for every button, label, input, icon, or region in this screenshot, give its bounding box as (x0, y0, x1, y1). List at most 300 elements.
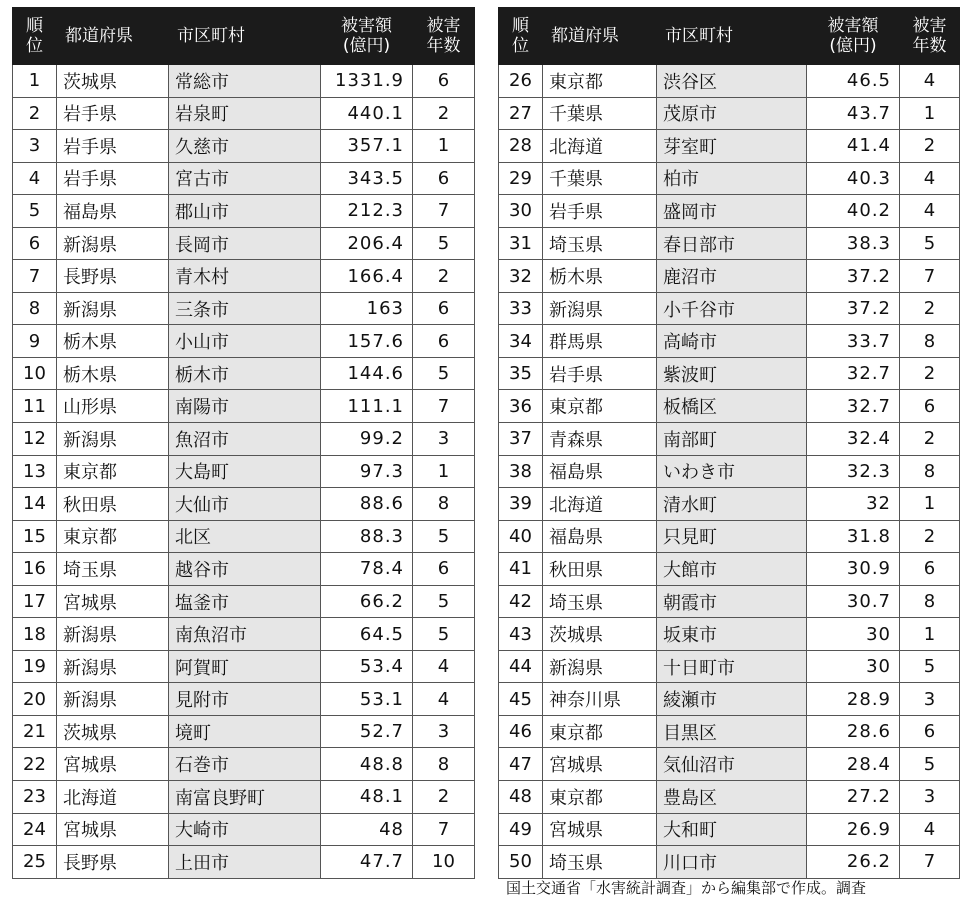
years-cell: 1 (900, 488, 960, 521)
table-row (499, 488, 960, 521)
rank-cell: 30 (499, 195, 543, 228)
rank-cell: 3 (13, 130, 57, 163)
rank-cell: 8 (13, 292, 57, 325)
damage-cell: 32 (807, 488, 900, 521)
table-row (13, 357, 475, 390)
rank-cell: 11 (13, 390, 57, 423)
damage-cell: 52.7 (321, 715, 413, 748)
rank-cell: 28 (499, 130, 543, 163)
city-cell: 大島町 (169, 455, 321, 488)
rank-cell: 31 (499, 227, 543, 260)
table-row (499, 260, 960, 293)
rank-cell: 16 (13, 553, 57, 586)
damage-cell: 41.4 (807, 130, 900, 163)
years-cell: 6 (900, 553, 960, 586)
table-row (13, 162, 475, 195)
rank-cell: 48 (499, 781, 543, 814)
damage-cell: 33.7 (807, 325, 900, 358)
years-cell: 7 (413, 813, 475, 846)
table-row (13, 65, 475, 98)
prefecture-cell: 長野県 (57, 260, 169, 293)
table-row (499, 357, 960, 390)
header-damage: 被害額 (億円) (807, 8, 900, 65)
table-row (499, 130, 960, 163)
years-cell: 2 (413, 781, 475, 814)
damage-cell: 163 (321, 292, 413, 325)
rank-cell: 35 (499, 357, 543, 390)
prefecture-cell: 新潟県 (57, 423, 169, 456)
years-cell: 1 (900, 97, 960, 130)
rank-cell: 6 (13, 227, 57, 260)
prefecture-cell: 福島県 (57, 195, 169, 228)
table-body-right (499, 65, 960, 879)
years-cell: 1 (413, 455, 475, 488)
years-cell: 7 (900, 260, 960, 293)
damage-cell: 26.9 (807, 813, 900, 846)
city-cell: 朝霞市 (657, 585, 807, 618)
city-cell: 南部町 (657, 423, 807, 456)
table-body-left (13, 65, 475, 879)
years-cell: 2 (900, 357, 960, 390)
rank-cell: 7 (13, 260, 57, 293)
prefecture-cell: 岩手県 (57, 162, 169, 195)
rank-cell: 18 (13, 618, 57, 651)
prefecture-cell: 埼玉県 (543, 846, 657, 879)
rank-cell: 14 (13, 488, 57, 521)
prefecture-cell: 宮城県 (57, 748, 169, 781)
table-row (13, 292, 475, 325)
prefecture-cell: 千葉県 (543, 97, 657, 130)
damage-cell: 48.8 (321, 748, 413, 781)
years-cell: 6 (413, 325, 475, 358)
damage-cell: 26.2 (807, 846, 900, 879)
city-cell: 大館市 (657, 553, 807, 586)
rank-cell: 13 (13, 455, 57, 488)
header-prefecture: 都道府県 (543, 8, 657, 65)
table-row (13, 813, 475, 846)
years-cell: 4 (900, 195, 960, 228)
damage-cell: 37.2 (807, 260, 900, 293)
table-row (499, 195, 960, 228)
years-cell: 5 (900, 748, 960, 781)
years-cell: 6 (413, 292, 475, 325)
rank-cell: 37 (499, 423, 543, 456)
table-row (499, 520, 960, 553)
city-cell: 綾瀬市 (657, 683, 807, 716)
damage-cell: 111.1 (321, 390, 413, 423)
header-city: 市区町村 (169, 8, 321, 65)
city-cell: 塩釜市 (169, 585, 321, 618)
table-row (13, 97, 475, 130)
years-cell: 6 (413, 65, 475, 98)
city-cell: 大和町 (657, 813, 807, 846)
prefecture-cell: 東京都 (543, 65, 657, 98)
city-cell: 芽室町 (657, 130, 807, 163)
city-cell: 郡山市 (169, 195, 321, 228)
rank-cell: 25 (13, 846, 57, 879)
years-cell: 1 (413, 130, 475, 163)
city-cell: 板橋区 (657, 390, 807, 423)
header-damage: 被害額 (億円) (321, 8, 413, 65)
city-cell: 鹿沼市 (657, 260, 807, 293)
rank-cell: 2 (13, 97, 57, 130)
table-header-row (499, 8, 960, 65)
city-cell: 北区 (169, 520, 321, 553)
years-cell: 8 (900, 325, 960, 358)
table-row (13, 325, 475, 358)
city-cell: 南陽市 (169, 390, 321, 423)
source-note: 国土交通省「水害統計調査」から編集部で作成。調査 (506, 879, 867, 897)
damage-cell: 144.6 (321, 357, 413, 390)
city-cell: 宮古市 (169, 162, 321, 195)
damage-cell: 88.3 (321, 520, 413, 553)
city-cell: 青木村 (169, 260, 321, 293)
damage-cell: 47.7 (321, 846, 413, 879)
city-cell: 越谷市 (169, 553, 321, 586)
rank-cell: 26 (499, 65, 543, 98)
prefecture-cell: 新潟県 (57, 618, 169, 651)
years-cell: 5 (900, 650, 960, 683)
damage-cell: 206.4 (321, 227, 413, 260)
rank-cell: 5 (13, 195, 57, 228)
city-cell: 大崎市 (169, 813, 321, 846)
city-cell: 盛岡市 (657, 195, 807, 228)
city-cell: 南富良野町 (169, 781, 321, 814)
city-cell: 只見町 (657, 520, 807, 553)
years-cell: 2 (413, 260, 475, 293)
rank-cell: 40 (499, 520, 543, 553)
rank-cell: 19 (13, 650, 57, 683)
table-row (499, 748, 960, 781)
prefecture-cell: 埼玉県 (57, 553, 169, 586)
rank-cell: 50 (499, 846, 543, 879)
table-row (499, 813, 960, 846)
prefecture-cell: 茨城県 (543, 618, 657, 651)
damage-cell: 32.4 (807, 423, 900, 456)
rank-cell: 12 (13, 423, 57, 456)
rank-cell: 15 (13, 520, 57, 553)
table-row (13, 227, 475, 260)
rank-cell: 24 (13, 813, 57, 846)
prefecture-cell: 千葉県 (543, 162, 657, 195)
city-cell: 坂東市 (657, 618, 807, 651)
table-row (13, 423, 475, 456)
table-row (499, 390, 960, 423)
table-row (13, 390, 475, 423)
table-row (13, 260, 475, 293)
years-cell: 5 (413, 618, 475, 651)
damage-cell: 40.2 (807, 195, 900, 228)
table-row (499, 162, 960, 195)
years-cell: 4 (900, 162, 960, 195)
rank-cell: 42 (499, 585, 543, 618)
city-cell: 高崎市 (657, 325, 807, 358)
damage-cell: 357.1 (321, 130, 413, 163)
city-cell: 清水町 (657, 488, 807, 521)
rank-cell: 21 (13, 715, 57, 748)
table-row (499, 715, 960, 748)
rank-cell: 9 (13, 325, 57, 358)
rank-cell: 23 (13, 781, 57, 814)
damage-cell: 28.6 (807, 715, 900, 748)
rank-cell: 39 (499, 488, 543, 521)
damage-cell: 28.9 (807, 683, 900, 716)
damage-cell: 46.5 (807, 65, 900, 98)
table-row (499, 846, 960, 879)
city-cell: 境町 (169, 715, 321, 748)
prefecture-cell: 宮城県 (57, 813, 169, 846)
table-header-row (13, 8, 475, 65)
rank-cell: 46 (499, 715, 543, 748)
city-cell: 石巻市 (169, 748, 321, 781)
prefecture-cell: 秋田県 (57, 488, 169, 521)
damage-cell: 343.5 (321, 162, 413, 195)
years-cell: 3 (413, 715, 475, 748)
years-cell: 6 (413, 553, 475, 586)
rank-cell: 20 (13, 683, 57, 716)
ranking-table-left (12, 7, 475, 879)
years-cell: 1 (900, 618, 960, 651)
damage-cell: 30 (807, 650, 900, 683)
years-cell: 5 (413, 227, 475, 260)
years-cell: 3 (900, 683, 960, 716)
damage-cell: 66.2 (321, 585, 413, 618)
years-cell: 2 (900, 292, 960, 325)
damage-cell: 38.3 (807, 227, 900, 260)
years-cell: 8 (413, 748, 475, 781)
city-cell: 阿賀町 (169, 650, 321, 683)
prefecture-cell: 岩手県 (543, 357, 657, 390)
prefecture-cell: 新潟県 (57, 650, 169, 683)
prefecture-cell: 福島県 (543, 520, 657, 553)
header-rank: 順 位 (499, 8, 543, 65)
rank-cell: 27 (499, 97, 543, 130)
damage-cell: 99.2 (321, 423, 413, 456)
damage-cell: 30 (807, 618, 900, 651)
rank-cell: 38 (499, 455, 543, 488)
table-row (13, 618, 475, 651)
prefecture-cell: 岩手県 (57, 97, 169, 130)
damage-cell: 64.5 (321, 618, 413, 651)
table-row (13, 781, 475, 814)
damage-cell: 157.6 (321, 325, 413, 358)
prefecture-cell: 青森県 (543, 423, 657, 456)
damage-cell: 30.7 (807, 585, 900, 618)
city-cell: 柏市 (657, 162, 807, 195)
years-cell: 6 (900, 715, 960, 748)
table-row (499, 227, 960, 260)
table-row (499, 423, 960, 456)
prefecture-cell: 岩手県 (543, 195, 657, 228)
rank-cell: 49 (499, 813, 543, 846)
prefecture-cell: 栃木県 (57, 357, 169, 390)
city-cell: 豊島区 (657, 781, 807, 814)
prefecture-cell: 岩手県 (57, 130, 169, 163)
years-cell: 5 (413, 357, 475, 390)
years-cell: 6 (900, 390, 960, 423)
rank-cell: 33 (499, 292, 543, 325)
table-row (13, 585, 475, 618)
damage-cell: 32.3 (807, 455, 900, 488)
rank-cell: 1 (13, 65, 57, 98)
header-years: 被害 年数 (900, 8, 960, 65)
damage-cell: 440.1 (321, 97, 413, 130)
prefecture-cell: 新潟県 (543, 650, 657, 683)
damage-cell: 27.2 (807, 781, 900, 814)
table-row (499, 97, 960, 130)
rank-cell: 10 (13, 357, 57, 390)
prefecture-cell: 東京都 (57, 455, 169, 488)
years-cell: 8 (413, 488, 475, 521)
years-cell: 4 (900, 65, 960, 98)
table-row (13, 683, 475, 716)
table-row (499, 781, 960, 814)
damage-cell: 53.4 (321, 650, 413, 683)
table-row (13, 846, 475, 879)
table-row (499, 683, 960, 716)
years-cell: 7 (900, 846, 960, 879)
rank-cell: 47 (499, 748, 543, 781)
city-cell: 見附市 (169, 683, 321, 716)
city-cell: 魚沼市 (169, 423, 321, 456)
prefecture-cell: 東京都 (543, 781, 657, 814)
prefecture-cell: 東京都 (543, 715, 657, 748)
prefecture-cell: 北海道 (543, 488, 657, 521)
table-row (499, 455, 960, 488)
years-cell: 10 (413, 846, 475, 879)
city-cell: 栃木市 (169, 357, 321, 390)
prefecture-cell: 東京都 (543, 390, 657, 423)
years-cell: 2 (900, 423, 960, 456)
prefecture-cell: 北海道 (543, 130, 657, 163)
rank-cell: 36 (499, 390, 543, 423)
city-cell: 上田市 (169, 846, 321, 879)
rank-cell: 44 (499, 650, 543, 683)
prefecture-cell: 群馬県 (543, 325, 657, 358)
city-cell: 茂原市 (657, 97, 807, 130)
damage-cell: 1331.9 (321, 65, 413, 98)
rank-cell: 41 (499, 553, 543, 586)
prefecture-cell: 栃木県 (543, 260, 657, 293)
table-row (13, 488, 475, 521)
prefecture-cell: 宮城県 (543, 748, 657, 781)
rank-cell: 22 (13, 748, 57, 781)
table-row (499, 585, 960, 618)
rank-cell: 4 (13, 162, 57, 195)
rank-cell: 43 (499, 618, 543, 651)
years-cell: 4 (413, 650, 475, 683)
damage-cell: 32.7 (807, 357, 900, 390)
prefecture-cell: 新潟県 (57, 683, 169, 716)
city-cell: 大仙市 (169, 488, 321, 521)
city-cell: 気仙沼市 (657, 748, 807, 781)
prefecture-cell: 茨城県 (57, 65, 169, 98)
years-cell: 2 (413, 97, 475, 130)
years-cell: 5 (900, 227, 960, 260)
damage-cell: 88.6 (321, 488, 413, 521)
city-cell: 久慈市 (169, 130, 321, 163)
prefecture-cell: 秋田県 (543, 553, 657, 586)
prefecture-cell: 宮城県 (57, 585, 169, 618)
city-cell: 春日部市 (657, 227, 807, 260)
city-cell: 岩泉町 (169, 97, 321, 130)
table-row (499, 292, 960, 325)
prefecture-cell: 栃木県 (57, 325, 169, 358)
city-cell: 渋谷区 (657, 65, 807, 98)
damage-cell: 43.7 (807, 97, 900, 130)
years-cell: 5 (413, 585, 475, 618)
table-row (13, 748, 475, 781)
years-cell: 5 (413, 520, 475, 553)
prefecture-cell: 長野県 (57, 846, 169, 879)
city-cell: 十日町市 (657, 650, 807, 683)
header-city: 市区町村 (657, 8, 807, 65)
years-cell: 3 (413, 423, 475, 456)
prefecture-cell: 福島県 (543, 455, 657, 488)
prefecture-cell: 宮城県 (543, 813, 657, 846)
table-row (13, 553, 475, 586)
rank-cell: 45 (499, 683, 543, 716)
prefecture-cell: 東京都 (57, 520, 169, 553)
years-cell: 6 (413, 162, 475, 195)
years-cell: 3 (900, 781, 960, 814)
prefecture-cell: 茨城県 (57, 715, 169, 748)
prefecture-cell: 山形県 (57, 390, 169, 423)
ranking-table-right (498, 7, 960, 879)
years-cell: 8 (900, 585, 960, 618)
city-cell: 南魚沼市 (169, 618, 321, 651)
years-cell: 2 (900, 130, 960, 163)
years-cell: 2 (900, 520, 960, 553)
prefecture-cell: 新潟県 (543, 292, 657, 325)
prefecture-cell: 北海道 (57, 781, 169, 814)
table-row (13, 520, 475, 553)
damage-cell: 48.1 (321, 781, 413, 814)
damage-cell: 40.3 (807, 162, 900, 195)
years-cell: 7 (413, 195, 475, 228)
damage-cell: 166.4 (321, 260, 413, 293)
damage-cell: 28.4 (807, 748, 900, 781)
rank-cell: 34 (499, 325, 543, 358)
city-cell: 小千谷市 (657, 292, 807, 325)
damage-cell: 97.3 (321, 455, 413, 488)
header-prefecture: 都道府県 (57, 8, 169, 65)
prefecture-cell: 新潟県 (57, 292, 169, 325)
damage-cell: 48 (321, 813, 413, 846)
years-cell: 8 (900, 455, 960, 488)
table-row (13, 130, 475, 163)
table-row (499, 65, 960, 98)
prefecture-cell: 新潟県 (57, 227, 169, 260)
years-cell: 7 (413, 390, 475, 423)
damage-cell: 212.3 (321, 195, 413, 228)
table-row (499, 325, 960, 358)
city-cell: いわき市 (657, 455, 807, 488)
table-row (13, 455, 475, 488)
damage-cell: 32.7 (807, 390, 900, 423)
rank-cell: 29 (499, 162, 543, 195)
city-cell: 常総市 (169, 65, 321, 98)
city-cell: 川口市 (657, 846, 807, 879)
table-row (499, 650, 960, 683)
table-row (13, 195, 475, 228)
table-row (13, 650, 475, 683)
rank-cell: 32 (499, 260, 543, 293)
table-row (499, 618, 960, 651)
city-cell: 長岡市 (169, 227, 321, 260)
damage-cell: 30.9 (807, 553, 900, 586)
prefecture-cell: 埼玉県 (543, 585, 657, 618)
